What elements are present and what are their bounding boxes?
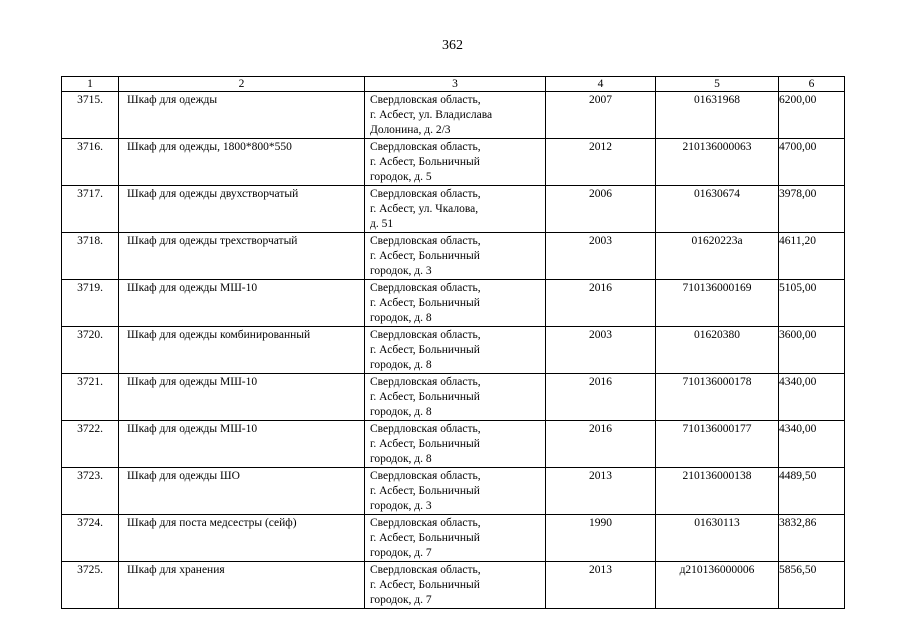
column-header: 2 bbox=[119, 77, 365, 92]
row-number: 3718. bbox=[62, 233, 119, 280]
address-line: городок, д. 3 bbox=[370, 265, 432, 277]
item-name: Шкаф для поста медсестры (сейф) bbox=[119, 515, 365, 562]
item-address bbox=[365, 186, 546, 233]
address-line: г. Асбест, Больничный bbox=[370, 250, 480, 262]
address-line: Свердловская область, bbox=[370, 141, 481, 153]
item-cost: 3832,86 bbox=[779, 515, 845, 562]
item-address bbox=[365, 233, 546, 280]
column-header: 6 bbox=[779, 77, 845, 92]
address-line: г. Асбест, Больничный bbox=[370, 579, 480, 591]
item-name: Шкаф для одежды комбинированный bbox=[119, 327, 365, 374]
item-year: 2016 bbox=[546, 374, 656, 421]
item-cost: 5105,00 bbox=[779, 280, 845, 327]
item-address bbox=[365, 562, 546, 609]
table-row bbox=[62, 421, 845, 468]
item-address bbox=[365, 374, 546, 421]
row-number: 3725. bbox=[62, 562, 119, 609]
inventory-number: 710136000177 bbox=[656, 421, 779, 468]
inventory-number: 01630113 bbox=[656, 515, 779, 562]
row-number: 3719. bbox=[62, 280, 119, 327]
inventory-number: 01631968 bbox=[656, 92, 779, 139]
row-number: 3722. bbox=[62, 421, 119, 468]
item-name: Шкаф для одежды МШ-10 bbox=[119, 280, 365, 327]
address-line: Свердловская область, bbox=[370, 376, 481, 388]
item-year: 2013 bbox=[546, 468, 656, 515]
item-address bbox=[365, 280, 546, 327]
inventory-number: д210136000006 bbox=[656, 562, 779, 609]
item-year: 1990 bbox=[546, 515, 656, 562]
address-line: г. Асбест, Больничный bbox=[370, 532, 480, 544]
item-name: Шкаф для хранения bbox=[119, 562, 365, 609]
row-number: 3717. bbox=[62, 186, 119, 233]
address-line: Свердловская область, bbox=[370, 423, 481, 435]
item-cost: 3600,00 bbox=[779, 327, 845, 374]
address-line: городок, д. 8 bbox=[370, 359, 432, 371]
inventory-number: 01620380 bbox=[656, 327, 779, 374]
table-row bbox=[62, 139, 845, 186]
item-name: Шкаф для одежды, 1800*800*550 bbox=[119, 139, 365, 186]
item-year: 2016 bbox=[546, 421, 656, 468]
property-table bbox=[61, 76, 845, 609]
item-cost: 4700,00 bbox=[779, 139, 845, 186]
address-line: городок, д. 7 bbox=[370, 547, 432, 559]
inventory-number: 210136000138 bbox=[656, 468, 779, 515]
inventory-number: 710136000169 bbox=[656, 280, 779, 327]
address-line: д. 51 bbox=[370, 218, 394, 230]
item-year: 2012 bbox=[546, 139, 656, 186]
address-line: г. Асбест, ул. Чкалова, bbox=[370, 203, 479, 215]
address-line: г. Асбест, Больничный bbox=[370, 438, 480, 450]
item-address bbox=[365, 421, 546, 468]
address-line: Свердловская область, bbox=[370, 564, 481, 576]
item-cost: 5856,50 bbox=[779, 562, 845, 609]
table-row bbox=[62, 92, 845, 139]
row-number: 3724. bbox=[62, 515, 119, 562]
item-address bbox=[365, 327, 546, 374]
address-line: г. Асбест, Больничный bbox=[370, 391, 480, 403]
item-address bbox=[365, 92, 546, 139]
address-line: Свердловская область, bbox=[370, 517, 481, 529]
column-header: 1 bbox=[62, 77, 119, 92]
address-line: городок, д. 8 bbox=[370, 406, 432, 418]
item-year: 2007 bbox=[546, 92, 656, 139]
item-name: Шкаф для одежды трехстворчатый bbox=[119, 233, 365, 280]
address-line: городок, д. 3 bbox=[370, 500, 432, 512]
item-address bbox=[365, 515, 546, 562]
item-year: 2003 bbox=[546, 327, 656, 374]
address-line: г. Асбест, Больничный bbox=[370, 344, 480, 356]
item-name: Шкаф для одежды МШ-10 bbox=[119, 374, 365, 421]
column-header: 5 bbox=[656, 77, 779, 92]
address-line: Долонина, д. 2/3 bbox=[370, 124, 451, 136]
address-line: Свердловская область, bbox=[370, 470, 481, 482]
table-row bbox=[62, 468, 845, 515]
column-header: 3 bbox=[365, 77, 546, 92]
address-line: городок, д. 5 bbox=[370, 171, 432, 183]
item-year: 2016 bbox=[546, 280, 656, 327]
table-row bbox=[62, 562, 845, 609]
address-line: г. Асбест, Больничный bbox=[370, 485, 480, 497]
item-address bbox=[365, 468, 546, 515]
table-row bbox=[62, 186, 845, 233]
item-year: 2013 bbox=[546, 562, 656, 609]
address-line: городок, д. 8 bbox=[370, 453, 432, 465]
table-row bbox=[62, 327, 845, 374]
item-cost: 4340,00 bbox=[779, 421, 845, 468]
row-number: 3715. bbox=[62, 92, 119, 139]
address-line: Свердловская область, bbox=[370, 94, 481, 106]
item-cost: 4611,20 bbox=[779, 233, 845, 280]
item-cost: 6200,00 bbox=[779, 92, 845, 139]
table-row bbox=[62, 233, 845, 280]
address-line: Свердловская область, bbox=[370, 282, 481, 294]
item-year: 2006 bbox=[546, 186, 656, 233]
table-body bbox=[62, 92, 845, 609]
inventory-number: 01630674 bbox=[656, 186, 779, 233]
item-cost: 4340,00 bbox=[779, 374, 845, 421]
address-line: Свердловская область, bbox=[370, 329, 481, 341]
row-number: 3723. bbox=[62, 468, 119, 515]
table-row bbox=[62, 515, 845, 562]
address-line: г. Асбест, Больничный bbox=[370, 297, 480, 309]
item-cost: 4489,50 bbox=[779, 468, 845, 515]
item-name: Шкаф для одежды bbox=[119, 92, 365, 139]
address-line: Свердловская область, bbox=[370, 235, 481, 247]
item-name: Шкаф для одежды двухстворчатый bbox=[119, 186, 365, 233]
address-line: г. Асбест, Больничный bbox=[370, 156, 480, 168]
item-year: 2003 bbox=[546, 233, 656, 280]
column-header: 4 bbox=[546, 77, 656, 92]
header-row bbox=[62, 77, 845, 92]
address-line: городок, д. 8 bbox=[370, 312, 432, 324]
item-cost: 3978,00 bbox=[779, 186, 845, 233]
address-line: Свердловская область, bbox=[370, 188, 481, 200]
inventory-number: 210136000063 bbox=[656, 139, 779, 186]
item-name: Шкаф для одежды ШО bbox=[119, 468, 365, 515]
address-line: городок, д. 7 bbox=[370, 594, 432, 606]
table-row bbox=[62, 280, 845, 327]
table-row bbox=[62, 374, 845, 421]
item-name: Шкаф для одежды МШ-10 bbox=[119, 421, 365, 468]
row-number: 3716. bbox=[62, 139, 119, 186]
page-number: 362 bbox=[442, 38, 463, 53]
row-number: 3720. bbox=[62, 327, 119, 374]
item-address bbox=[365, 139, 546, 186]
inventory-number: 710136000178 bbox=[656, 374, 779, 421]
row-number: 3721. bbox=[62, 374, 119, 421]
inventory-number: 01620223а bbox=[656, 233, 779, 280]
address-line: г. Асбест, ул. Владислава bbox=[370, 109, 493, 121]
